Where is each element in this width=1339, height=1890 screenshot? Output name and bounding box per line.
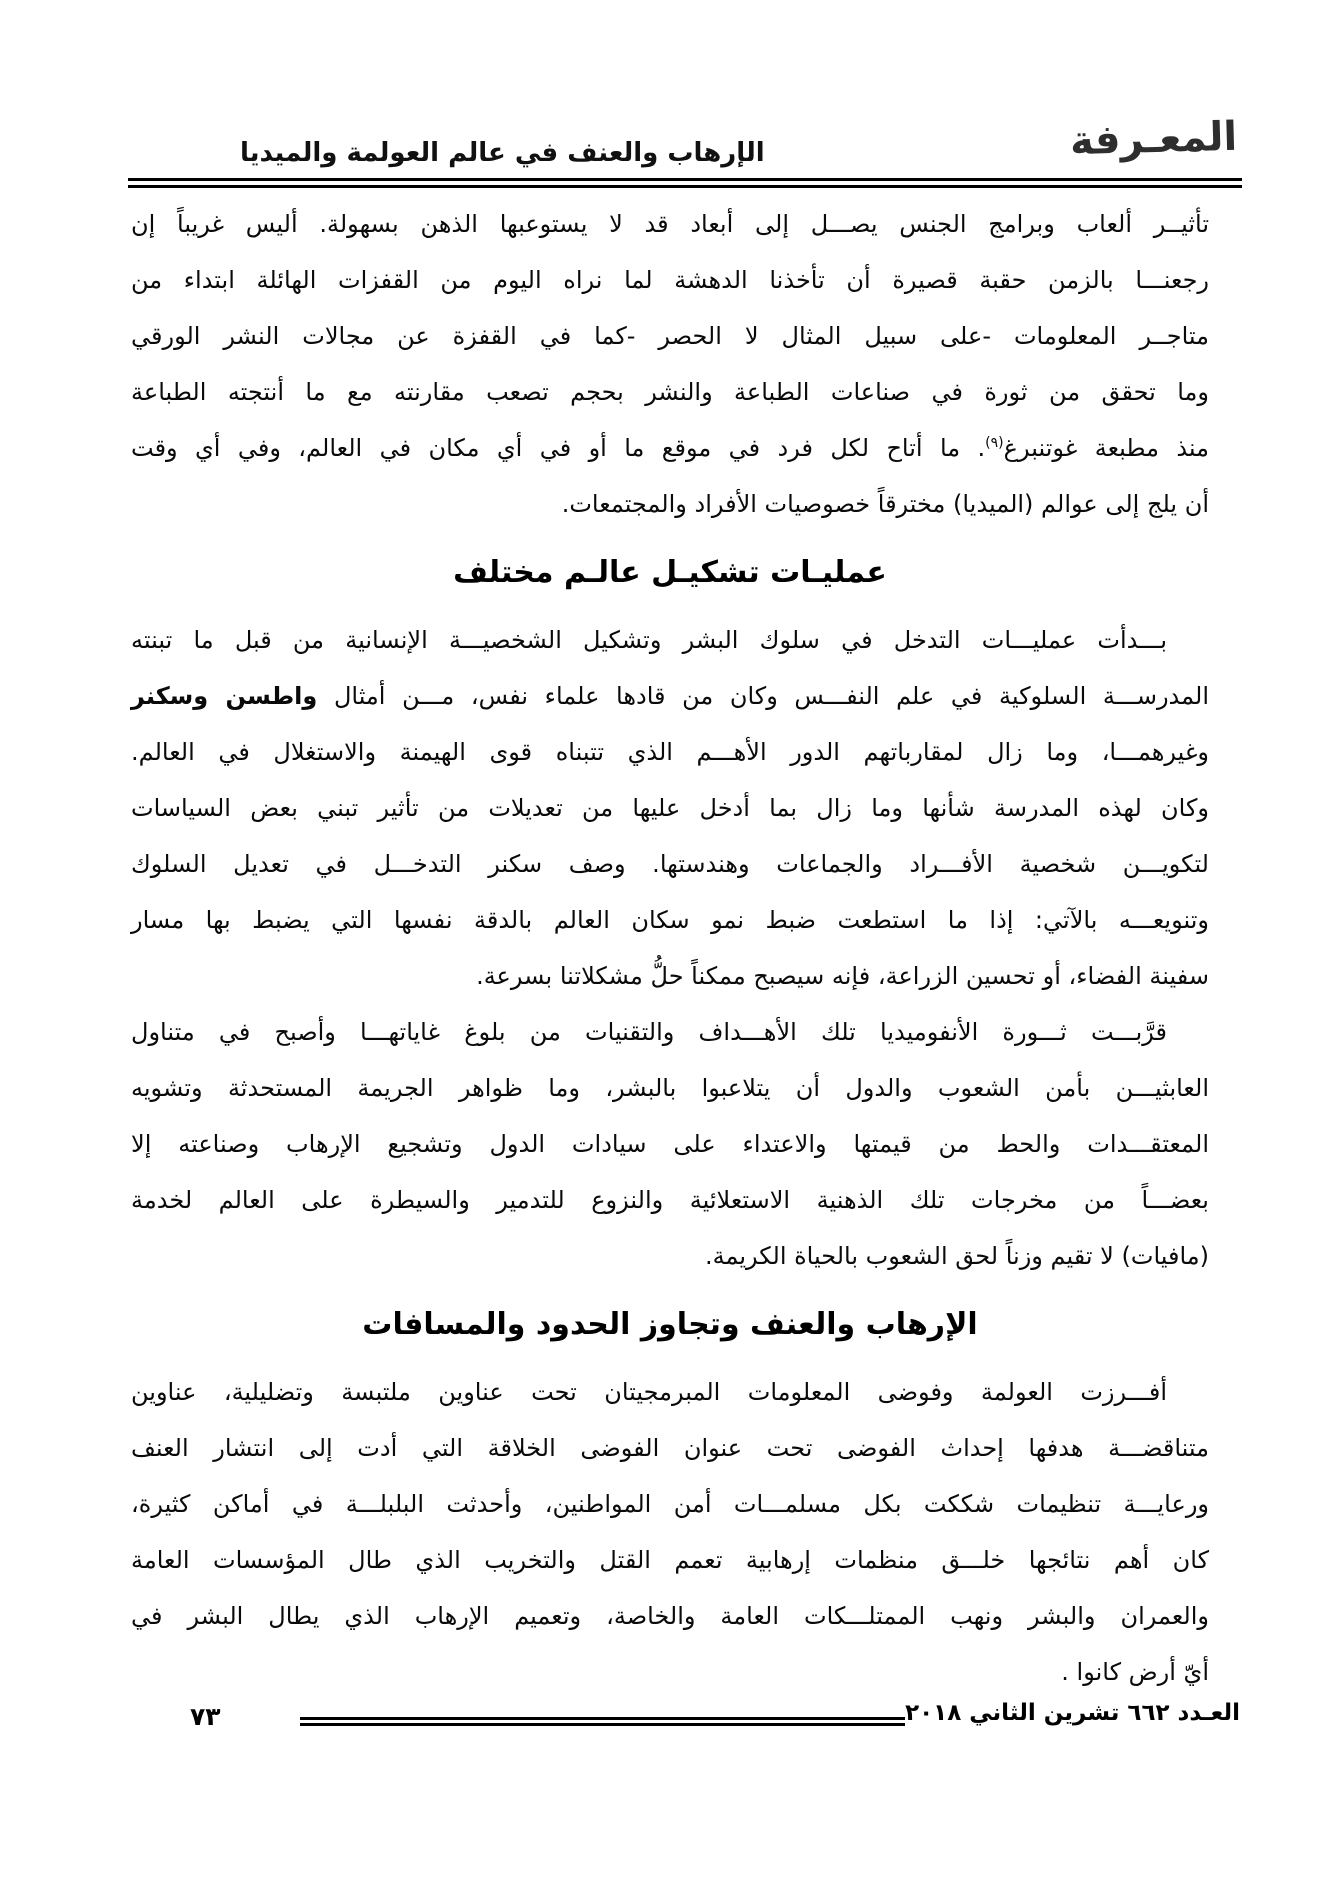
- footer-double-rule: [300, 1717, 905, 1726]
- text-line: [131, 1588, 1209, 1644]
- text-line: [131, 892, 1209, 948]
- article-running-title: الإرهاب والعنف في عالم العولمة والميديا: [240, 138, 765, 168]
- text-segment: وتنويعـــه بالآتي: إذا ما استطعت ضبط نمو سكان العالم بالدقة نفسها التي يضبط بها مسار: [131, 906, 1209, 934]
- text-segment: رجعنـــا بالزمن حقبة قصيرة أن تأخذنا الدهشة لما نراه اليوم من القفزات الهائلة ابتداء من: [131, 266, 1209, 294]
- article-body: [131, 196, 1209, 1700]
- text-line: [131, 476, 1209, 532]
- paragraph: [131, 1364, 1209, 1700]
- paragraph: [131, 612, 1209, 1004]
- text-line: [131, 252, 1209, 308]
- text-line: [131, 1004, 1209, 1060]
- text-line: [131, 724, 1209, 780]
- section-heading: عمليـات تشكيـل عالـم مختلف: [453, 555, 887, 590]
- text-segment: بعضـــاً من مخرجات تلك الذهنية الاستعلائية والنزوع للتدمير والسيطرة على العالم لخدمة: [131, 1186, 1209, 1214]
- text-segment: وغيرهمـــا، وما زال لمقارباتهم الدور الأهـــم الذي تتبناه قوى الهيمنة والاستغلال في العالم.: [131, 738, 1209, 766]
- text-segment: والعمران والبشر ونهب الممتلـــكات العامة والخاصة، وتعميم الإرهاب الذي يطال البشر في: [131, 1602, 1209, 1630]
- text-segment: متناقضـــة هدفها إحداث الفوضى تحت عنوان الفوضى الخلاقة التي أدت إلى انتشار العنف: [131, 1434, 1209, 1462]
- paragraph: [131, 196, 1209, 532]
- text-line: [131, 780, 1209, 836]
- text-line: [131, 1060, 1209, 1116]
- text-segment: قرَّبـــت ثـــورة الأنفوميديا تلك الأهـــداف والتقنيات من بلوغ غاياتهـــا وأصبح في متناول: [131, 1018, 1167, 1046]
- page-number: ٧٣: [190, 1702, 221, 1731]
- text-segment: . ما أتاح لكل فرد في موقع ما أو في أي مكان في العالم، وفي أي وقت: [131, 434, 986, 462]
- text-segment: تأثيــر ألعاب وبرامج الجنس يصـــل إلى أبعاد قد لا يستوعبها الذهن بسهولة. أليس غريباً إن: [131, 210, 1209, 238]
- text-segment: وكان لهذه المدرسة شأنها وما زال بما أدخل عليها من تعديلات من تأثير تبني بعض السياسات: [131, 794, 1209, 822]
- text-segment: (مافيات) لا تقيم وزناً لحق الشعوب بالحياة الكريمة.: [704, 1242, 1209, 1270]
- text-segment: متاجــر المعلومات -على سبيل المثال لا الحصر -كما في القفزة عن مجالات النشر الورقي: [131, 322, 1209, 350]
- paragraph: [131, 1004, 1209, 1284]
- text-line: [131, 668, 1209, 724]
- header-double-rule: [128, 178, 1242, 188]
- text-line: [131, 948, 1209, 1004]
- text-segment: العابثيـــن بأمن الشعوب والدول أن يتلاعبوا بالبشر، وما ظواهر الجريمة المستحدثة وتشويه: [131, 1074, 1209, 1102]
- text-line: [131, 364, 1209, 420]
- text-segment: واطسن وسكنر: [131, 682, 318, 710]
- text-segment: أفـــرزت العولمة وفوضى المعلومات المبرمجيتان تحت عناوين ملتبسة وتضليلية، عناوين: [131, 1378, 1167, 1406]
- text-segment: ورعايـــة تنظيمات شككت بكل مسلمـــات أمن المواطنين، وأحدثت البلبلـــة في أماكن كثيرة،: [131, 1490, 1209, 1518]
- text-line: [131, 1644, 1209, 1700]
- text-segment: وما تحقق من ثورة في صناعات الطباعة والنشر بحجم تصعب مقارنته مع ما أنتجته الطباعة: [131, 378, 1209, 406]
- text-line: [131, 1364, 1209, 1420]
- footnote-ref: (٩): [985, 435, 1004, 451]
- text-line: [131, 1532, 1209, 1588]
- text-segment: سفينة الفضاء، أو تحسين الزراعة، فإنه سيصبح ممكناً حلُّ مشكلاتنا بسرعة.: [476, 962, 1209, 990]
- text-segment: منذ مطبعة غوتنبرغ: [1003, 434, 1210, 462]
- text-segment: بـــدأت عمليـــات التدخل في سلوك البشر وتشكيل الشخصيـــة الإنسانية من قبل ما تبنته: [131, 626, 1167, 654]
- text-segment: أيّ أرض كانوا .: [1061, 1658, 1209, 1686]
- section-heading: الإرهاب والعنف وتجاوز الحدود والمسافات: [362, 1307, 978, 1342]
- text-segment: المدرســـة السلوكية في علم النفـــس وكان من قادها علماء نفس، مـــن أمثال: [317, 682, 1210, 710]
- text-line: [131, 420, 1209, 476]
- text-line: [131, 1172, 1209, 1228]
- text-line: [131, 1476, 1209, 1532]
- text-line: [131, 1116, 1209, 1172]
- text-line: [131, 308, 1209, 364]
- text-line: [131, 196, 1209, 252]
- text-line: [131, 612, 1209, 668]
- text-line: [131, 1228, 1209, 1284]
- text-segment: أن يلج إلى عوالم (الميديا) مخترقاً خصوصيات الأفراد والمجتمعات.: [561, 490, 1209, 518]
- text-line: [131, 836, 1209, 892]
- footer-issue-date: العـدد ٦٦٢ تشرين الثاني ٢٠١٨: [905, 1700, 1240, 1726]
- text-segment: لتكويـــن شخصية الأفـــراد والجماعات وهندستها. وصف سكنر التدخـــل في تعديل السلوك: [131, 850, 1209, 878]
- text-segment: المعتقـــدات والحط من قيمتها والاعتداء على سيادات الدول وتشجيع الإرهاب وصناعته إلا: [131, 1130, 1209, 1158]
- magazine-logo: المعـرفة: [1069, 113, 1238, 165]
- text-line: [131, 1420, 1209, 1476]
- text-segment: كان أهم نتائجها خلـــق منظمات إرهابية تعمم القتل والتخريب الذي طال المؤسسات العامة: [131, 1546, 1209, 1574]
